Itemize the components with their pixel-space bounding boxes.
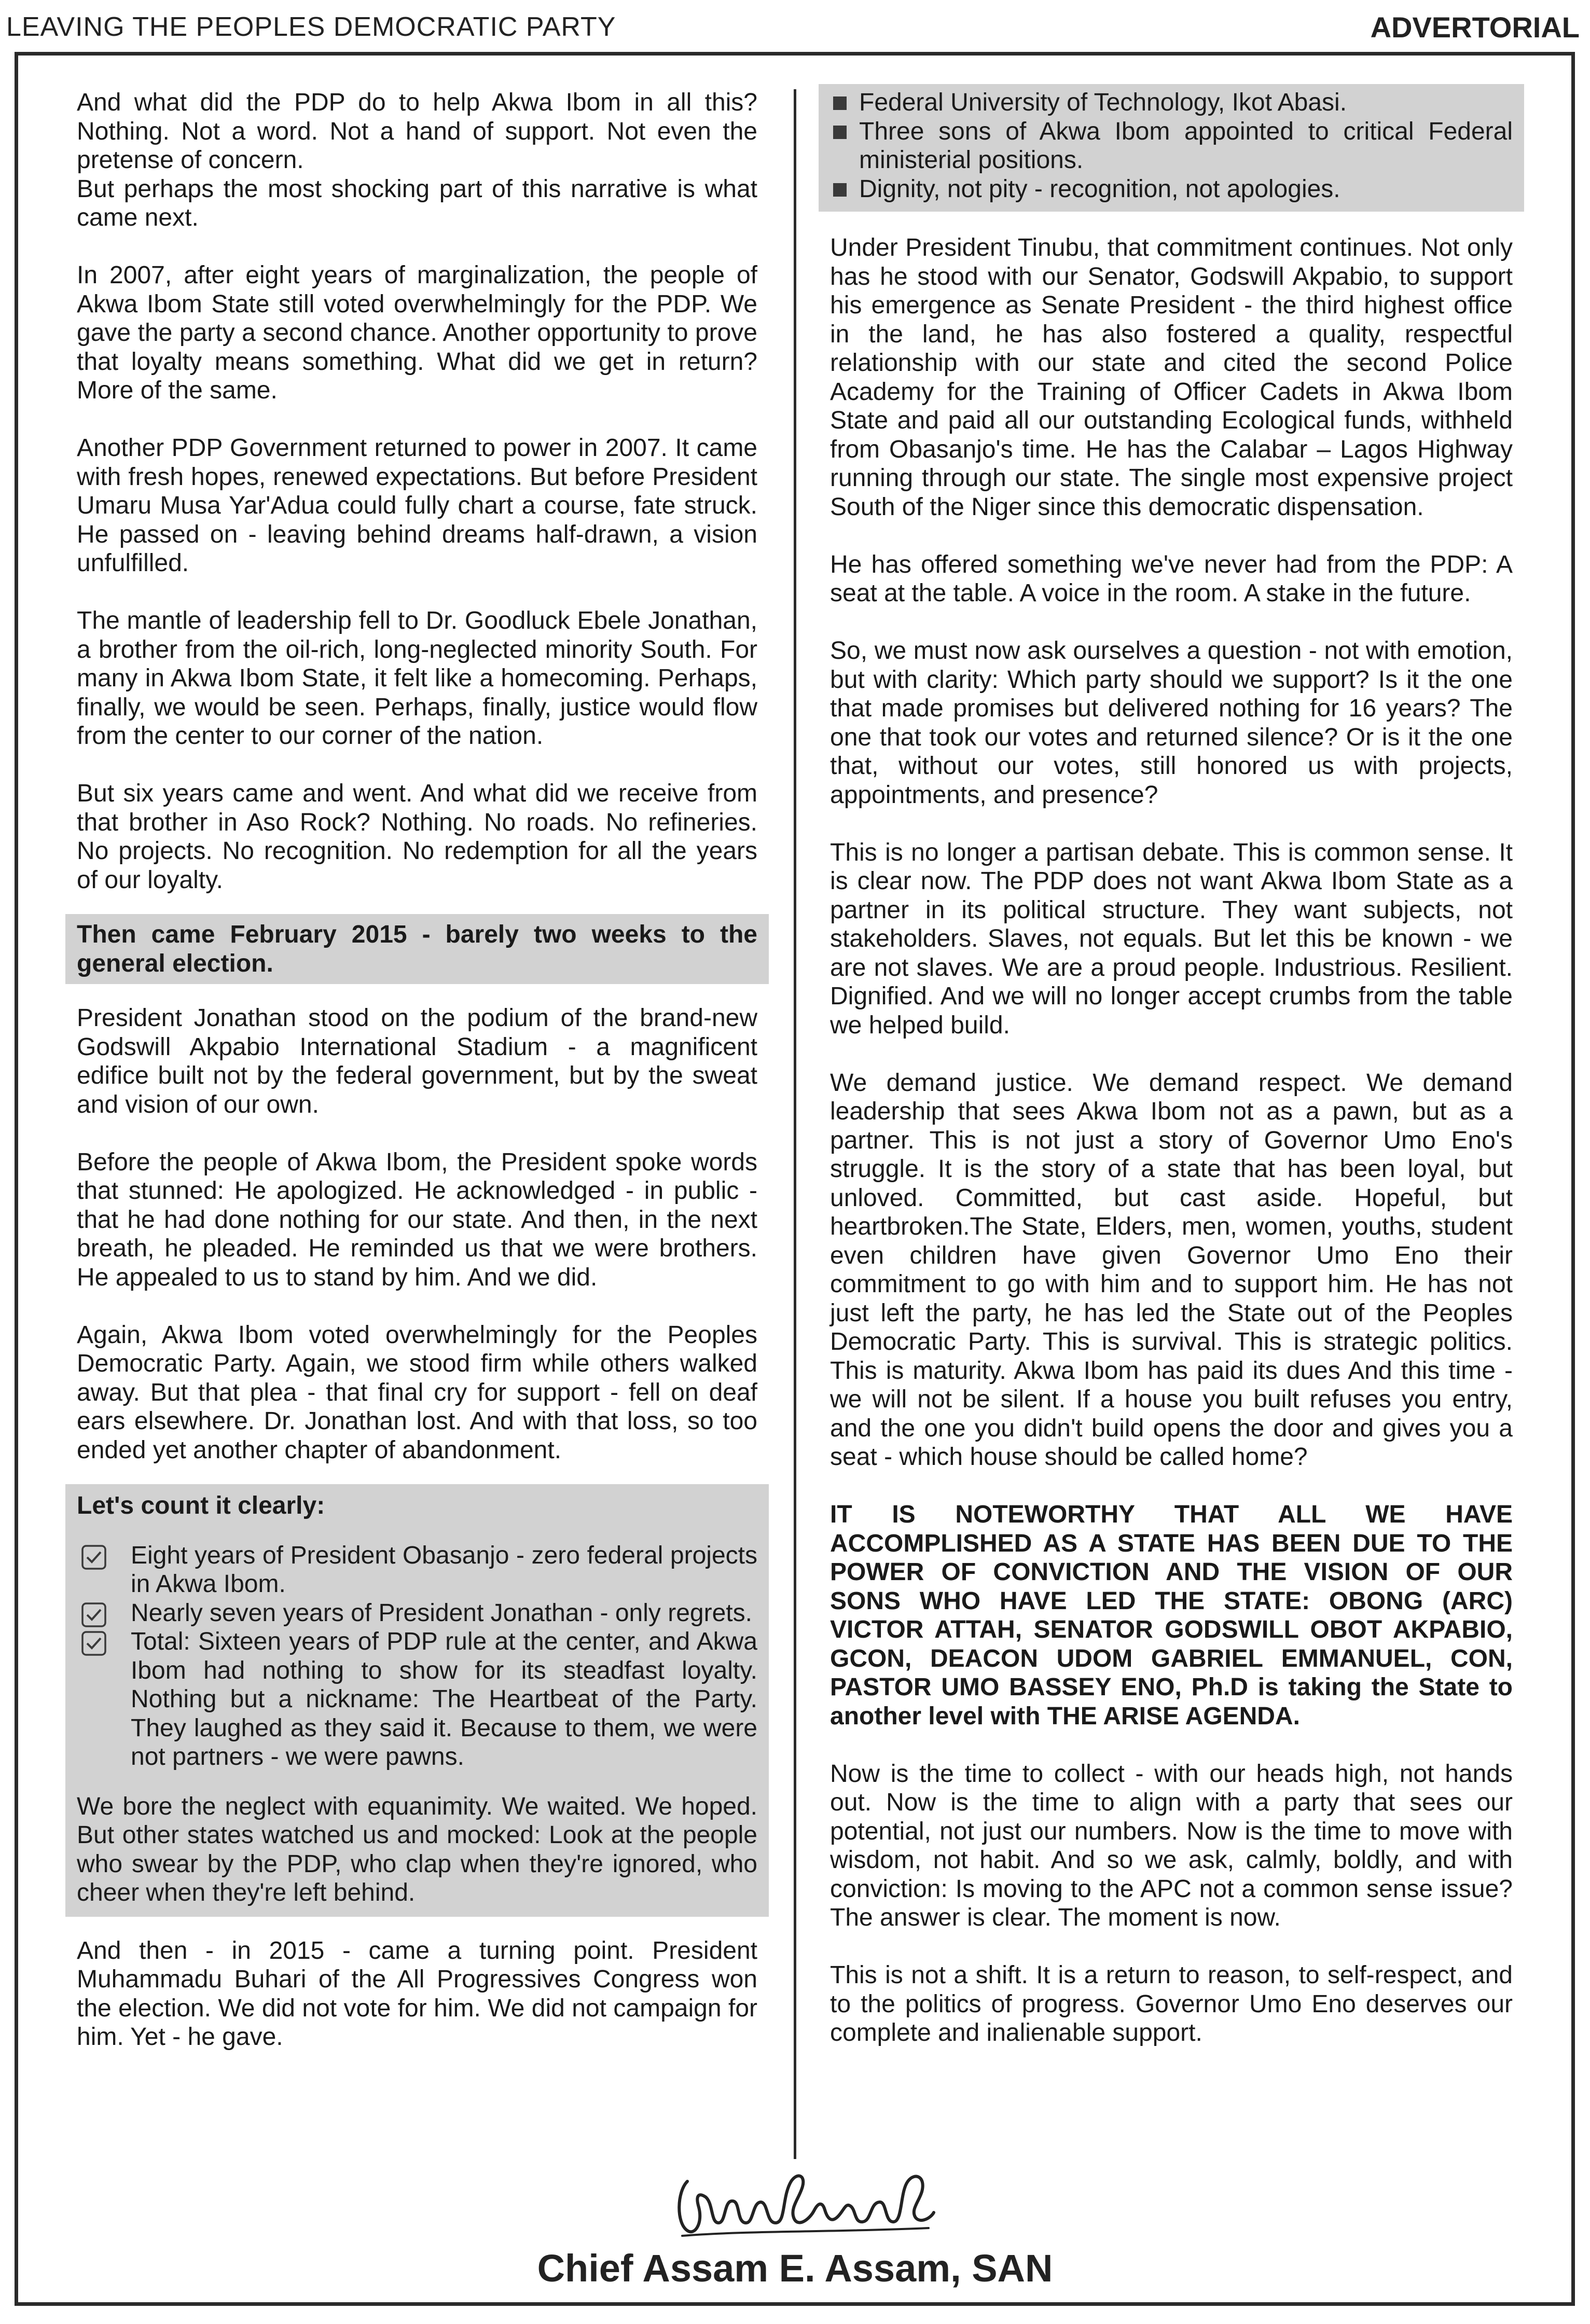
check-list-item <box>77 1627 757 1772</box>
check-list-item <box>77 1541 757 1599</box>
check-item-text: Total: Sixteen years of PDP rule at the center, and Akwa Ibom had nothing to show for its steadfast loyalty. Nothing but a nickname: The Heartbeat of the Party. They laughed as they said it. Because to them, we were not partners - we were pawns. <box>131 1628 757 1770</box>
box-title: Let's count it clearly: <box>77 1492 325 1519</box>
bullet-text: Federal University of Technology, Ikot Abasi. <box>859 89 1347 116</box>
paragraph: Under President Tinubu, that commitment continues. Not only has he stood with our Senator, Godswill Akpabio, to support his emergence as Senate President - the third highest office in the land, he has also fostered a quality, respectful relationship with our state and cited the second Police Academy for the Training of Officer Cadets in Akwa Ibom State and paid all our outstanding Ecological funds, withheld from Obasanjo's time. He has the Calabar – Lagos Highway running through our state. The single most expensive project South of the Niger since this democratic dispensation. <box>830 234 1513 521</box>
paragraph: Before the people of Akwa Ibom, the President spoke words that stunned: He apologized. He acknowledged - in public - that he had done nothing for our state. And then, in the next breath, he pleaded. He reminded us that we were brothers. He appealed to us to stand by him. And we did. <box>77 1148 757 1291</box>
paragraph: In 2007, after eight years of marginalization, the people of Akwa Ibom State still voted overwhelmingly for the PDP. We gave the party a second chance. Another opportunity to prove that loyalty means something. What did we get in return? More of the same. <box>77 261 757 404</box>
bullet-text: Dignity, not pity - recognition, not apologies. <box>859 175 1340 203</box>
achievements-box <box>819 84 1524 212</box>
paragraph: The mantle of leadership fell to Dr. Goodluck Ebele Jonathan, a brother from the oil-rich, long-neglected minority South. For many in Akwa Ibom State, it felt like a homecoming. Perhaps, finally, we would be seen. Perhaps, finally, justice would flow from the center to our corner of the nation. <box>77 607 757 750</box>
paragraph: And what did the PDP do to help Akwa Ibom in all this? Nothing. Not a word. Not a hand of support. Not even the pretense of concern. <box>77 89 757 174</box>
paragraph: We demand justice. We demand respect. We demand leadership that sees Akwa Ibom not as a pawn, but as a partner. This is not just a story of Governor Umo Eno's struggle. It is the story of a state that has been loyal, but unloved. Committed, but cast aside. Hopeful, but heartbroken.The State, Elders, men, women, youths, student even children have given Governor Umo Eno their commitment to go with him and to support him. He has not just left the party, he has led the State out of the Peoples Democratic Party. This is survival. This is strategic politics. This is maturity. Akwa Ibom has paid its dues And this time - we will not be silent. If a house you built refuses you entry, and the one you didn't build opens the door and gives you a seat - which house should be called home? <box>830 1069 1513 1471</box>
paragraph: This is no longer a partisan debate. This is common sense. It is clear now. The PDP does not want Akwa Ibom State as a partner in its political structure. They want subjects, not stakeholders. Slaves, not equals. But let this be known - we are not slaves. We are a proud people. Industrious. Resilient. Dignified. And we will no longer accept crumbs from the table we helped build. <box>830 838 1513 1039</box>
left-column <box>77 88 757 2080</box>
square-bullet-icon <box>833 126 847 139</box>
bullet-text: Three sons of Akwa Ibom appointed to critical Federal ministerial positions. <box>859 117 1513 174</box>
check-item-text: Eight years of President Obasanjo - zero federal projects in Akwa Ibom. <box>131 1541 757 1598</box>
paragraph: Now is the time to collect - with our heads high, not hands out. Now is the time to align with a party that sees our potential, not just our numbers. Now is the time to move with wisdom, not habit. And so we ask, calmly, boldly, and with conviction: Is moving to the APC not a common sense issue? The answer is clear. The moment is now. <box>830 1760 1513 1931</box>
paragraph: This is not a shift. It is a return to reason, to self-respect, and to the politics of progress. Governor Umo Eno deserves our complete and inalienable support. <box>830 1961 1513 2046</box>
paragraph: So, we must now ask ourselves a question - not with emotion, but with clarity: Which party should we support? Is it the one that made promises but delivered nothing for 16 years? The one that took our votes and returned silence? Or is it the one that, without our votes, still honored us with projects, appointments, and presence? <box>830 637 1513 809</box>
bullet-item <box>830 117 1513 175</box>
paragraph: He has offered something we've never had from the PDP: A seat at the table. A voice in the room. A stake in the future. <box>830 550 1513 607</box>
checkbox-icon <box>81 1602 107 1628</box>
paragraph: But six years came and went. And what did we receive from that brother in Aso Rock? Nothing. No roads. No refineries. No projects. No recognition. No redemption for all the years of our loyalty. <box>77 780 757 894</box>
box-closing-paragraph: We bore the neglect with equanimity. We waited. We hoped. But other states watched us and mocked: Look at the people who swear by the PDP, who clap when they're ignored, who cheer when they're left behind. <box>77 1792 757 1906</box>
paragraph: Another PDP Government returned to power in 2007. It came with fresh hopes, renewed expectations. But before President Umaru Musa Yar'Adua could fully chart a course, fate struck. He passed on - leaving behind dreams half-drawn, a vision unfulfilled. <box>77 434 757 577</box>
paragraph: And then - in 2015 - came a turning point. President Muhammadu Buhari of the All Progressives Congress won the election. We did not vote for him. We did not campaign for him. Yet - he gave. <box>77 1936 757 2051</box>
paragraph: But perhaps the most shocking part of this narrative is what came next. <box>77 175 757 231</box>
right-column <box>830 88 1513 2076</box>
bullet-item <box>830 88 1513 117</box>
heading-text: Then came February 2015 - barely two weeks to the general election. <box>77 921 757 977</box>
highlight-heading <box>65 914 769 984</box>
paragraph: Again, Akwa Ibom voted overwhelmingly for the Peoples Democratic Party. Again, we stood firm while others walked away. But that plea - that final cry for support - fell on deaf ears elsewhere. Dr. Jonathan lost. And with that loss, so too ended yet another chapter of abandonment. <box>77 1321 757 1464</box>
count-box <box>65 1484 769 1917</box>
signature-image <box>667 2145 936 2244</box>
advertorial-label: ADVERTORIAL <box>1370 11 1580 44</box>
noteworthy-paragraph: IT IS NOTEWORTHY THAT ALL WE HAVE ACCOMPLISHED AS A STATE HAS BEEN DUE TO THE POWER OF CONVICTION AND THE VISION OF OUR SONS WHO HAVE LED THE STATE: OBONG (ARC) VICTOR ATTAH, SENATOR GODSWILL OBOT AKPABIO, GCON, DEACON UDOM GABRIEL EMMANUEL, CON, PASTOR UMO BASSEY ENO, Ph.D is taking the State to another level with THE ARISE AGENDA. <box>830 1501 1513 1730</box>
paragraph: President Jonathan stood on the podium of the brand-new Godswill Akpabio International Stadium - a magnificent edifice built not by the federal government, but by the sweat and vision of our own. <box>77 1004 757 1118</box>
section-header: LEAVING THE PEOPLES DEMOCRATIC PARTY <box>6 12 616 42</box>
check-item-text: Nearly seven years of President Jonathan - only regrets. <box>131 1599 752 1627</box>
check-list-item <box>77 1599 757 1628</box>
signer-name: Chief Assam E. Assam, SAN <box>537 2247 1053 2290</box>
checkbox-icon <box>81 1544 107 1570</box>
square-bullet-icon <box>833 96 847 110</box>
square-bullet-icon <box>833 183 847 197</box>
checkbox-icon <box>81 1630 107 1656</box>
bullet-item <box>830 175 1513 204</box>
column-divider <box>794 89 796 2159</box>
